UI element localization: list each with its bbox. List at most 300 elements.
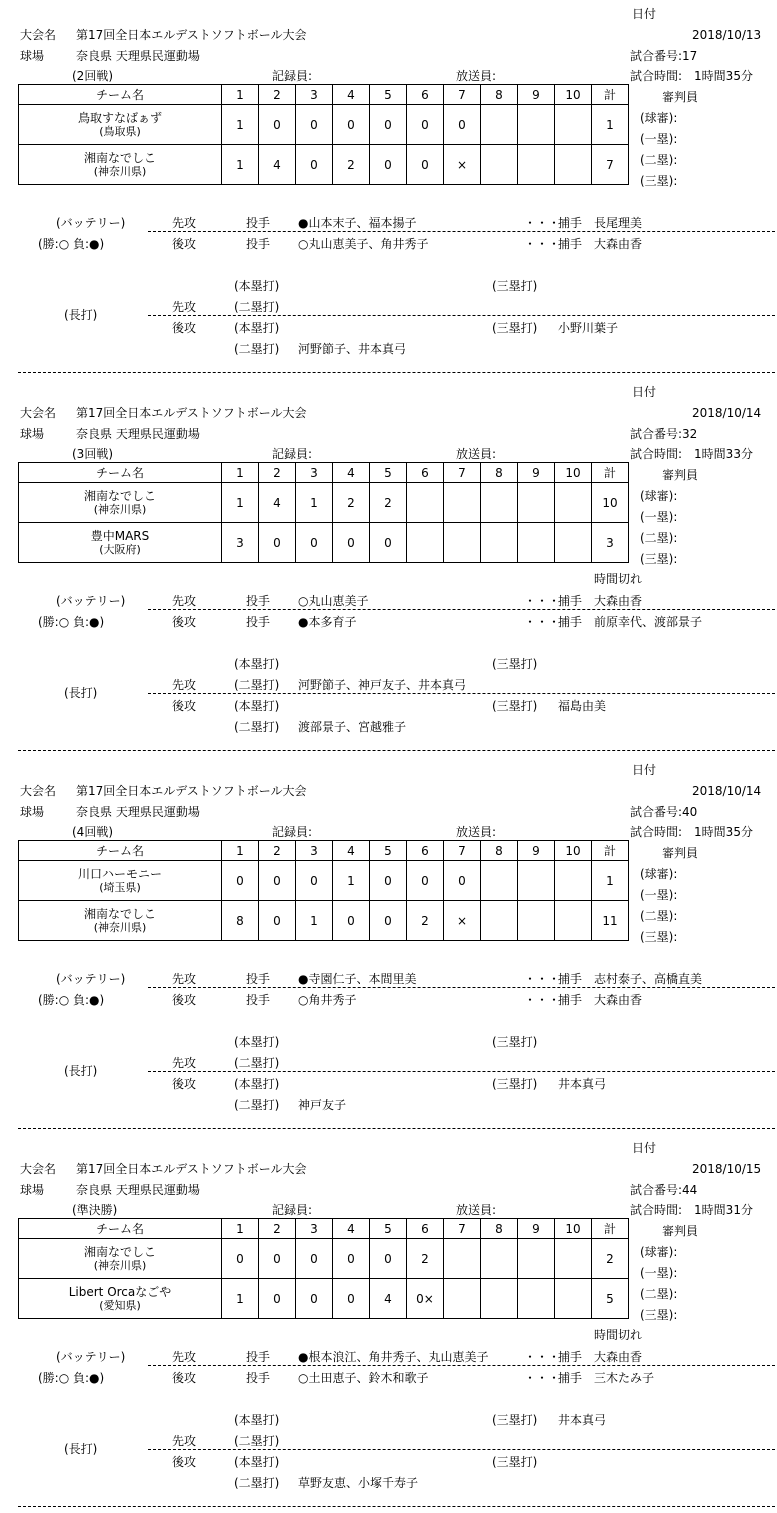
announcer-label: 放送員: <box>456 447 497 461</box>
inning-header: 8 <box>481 463 518 483</box>
team-name: 川口ハーモニー <box>77 866 162 881</box>
inning-score <box>518 901 555 941</box>
recorder-label: 記録員: <box>272 447 313 461</box>
top-triple-players: 井本真弓 <box>558 1413 607 1427</box>
inning-score: 4 <box>259 145 296 185</box>
inning-score <box>481 901 518 941</box>
inning-score: 2 <box>407 1239 444 1279</box>
team-prefecture: (埼玉県) <box>99 880 141 894</box>
umpire-third: (三塁): <box>640 552 678 566</box>
pitcher-label: 投手 <box>246 615 271 629</box>
tournament-name: 第17回全日本エルデストソフトボール大会 <box>76 28 307 42</box>
inning-header: 3 <box>296 1219 333 1239</box>
inning-header: 6 <box>407 841 444 861</box>
umpire-third: (三塁): <box>640 1308 678 1322</box>
bottom-double-players: 渡部景子、宮越雅子 <box>298 720 407 734</box>
top-label: 先攻 <box>172 1056 197 1070</box>
inning-score: 2 <box>333 145 370 185</box>
inning-score <box>518 861 555 901</box>
scoreboard <box>18 84 629 185</box>
bottom-label: 後攻 <box>172 615 197 629</box>
umpire-plate: (球審): <box>640 489 678 503</box>
bottom-label: 後攻 <box>172 321 197 335</box>
top-double-label: (二塁打) <box>234 300 280 314</box>
top-label: 先攻 <box>172 1350 197 1364</box>
long-hits-label: (長打) <box>64 308 98 322</box>
dashed-divider <box>148 609 775 610</box>
top-triple-label: (三塁打) <box>492 657 538 671</box>
inning-score: 0 <box>333 523 370 563</box>
game-date: 2018/10/15 <box>692 1162 762 1176</box>
bottom-triple-label: (三塁打) <box>492 1077 538 1091</box>
umpires-label: 審判員 <box>662 90 699 104</box>
dots: ・・・ <box>524 993 561 1007</box>
bottom-triple-label: (三塁打) <box>492 321 538 335</box>
inning-header: 2 <box>259 463 296 483</box>
umpires-label: 審判員 <box>662 1224 699 1238</box>
top-catchers: 大森由香 <box>594 594 643 608</box>
inning-score <box>481 861 518 901</box>
inning-score: 1 <box>222 145 259 185</box>
catcher-label: 捕手 <box>558 237 583 251</box>
top-pitchers: ●山本末子、福本揚子 <box>298 216 417 230</box>
inning-header: 5 <box>370 85 407 105</box>
bottom-pitchers: ○土田恵子、鈴木和歌子 <box>298 1371 429 1385</box>
inning-score: 2 <box>370 483 407 523</box>
inning-score: 0 <box>333 1239 370 1279</box>
total-score: 1 <box>592 105 629 145</box>
bottom-double-players: 草野友恵、小塚千寿子 <box>298 1476 419 1490</box>
top-double-label: (二塁打) <box>234 1434 280 1448</box>
inning-score: 0 <box>370 145 407 185</box>
inning-header: 1 <box>222 1219 259 1239</box>
inning-header: 7 <box>444 841 481 861</box>
inning-score: 0 <box>296 523 333 563</box>
inning-header: 5 <box>370 463 407 483</box>
game-record <box>0 378 777 756</box>
inning-score: 0 <box>444 861 481 901</box>
dots: ・・・ <box>524 1350 561 1364</box>
tournament-label: 大会名 <box>20 406 57 420</box>
win-loss-legend: (勝:○ 負:●) <box>38 1371 105 1385</box>
venue-name: 奈良県 天理県民運動場 <box>76 805 200 819</box>
total-header: 計 <box>592 85 629 105</box>
round-name: (2回戦) <box>72 69 113 83</box>
game-record <box>0 1134 777 1512</box>
inning-score <box>481 483 518 523</box>
inning-header: 1 <box>222 841 259 861</box>
inning-header: 2 <box>259 841 296 861</box>
bottom-hr-label: (本塁打) <box>234 321 280 335</box>
team-name-header: チーム名 <box>19 841 222 861</box>
game-time: 試合時間: 1時間31分 <box>630 1203 753 1217</box>
total-header: 計 <box>592 1219 629 1239</box>
umpire-second: (二塁): <box>640 909 678 923</box>
team-name: 湘南なでしこ <box>83 488 156 503</box>
tournament-label: 大会名 <box>20 1162 57 1176</box>
scoreboard <box>18 1218 629 1319</box>
inning-header: 4 <box>333 841 370 861</box>
bottom-label: 後攻 <box>172 993 197 1007</box>
announcer-label: 放送員: <box>456 69 497 83</box>
umpires-label: 審判員 <box>662 846 699 860</box>
inning-header: 9 <box>518 463 555 483</box>
team-row-bottom <box>19 145 629 185</box>
team-row-top <box>19 861 629 901</box>
top-double-label: (二塁打) <box>234 678 280 692</box>
total-header: 計 <box>592 841 629 861</box>
top-triple-label: (三塁打) <box>492 279 538 293</box>
inning-score <box>518 145 555 185</box>
tournament-label: 大会名 <box>20 28 57 42</box>
bottom-triple-label: (三塁打) <box>492 699 538 713</box>
bottom-triple-players: 福島由美 <box>558 699 607 713</box>
bottom-label: 後攻 <box>172 1371 197 1385</box>
bottom-triple-players: 小野川葉子 <box>558 321 619 335</box>
top-hr-label: (本塁打) <box>234 1413 280 1427</box>
team-prefecture: (大阪府) <box>99 542 141 556</box>
inning-score <box>481 145 518 185</box>
top-label: 先攻 <box>172 678 197 692</box>
long-hits-label: (長打) <box>64 1064 98 1078</box>
inning-score: 4 <box>259 483 296 523</box>
total-score: 7 <box>592 145 629 185</box>
bottom-double-players: 神戸友子 <box>298 1098 347 1112</box>
game-number: 試合番号:44 <box>630 1183 698 1197</box>
pitcher-label: 投手 <box>246 216 271 230</box>
inning-header: 4 <box>333 463 370 483</box>
bottom-double-players: 河野節子、井本真弓 <box>298 342 407 356</box>
umpire-plate: (球審): <box>640 867 678 881</box>
bottom-double-label: (二塁打) <box>234 342 280 356</box>
scoreboard <box>18 840 629 941</box>
inning-score <box>555 901 592 941</box>
inning-score: 0 <box>259 523 296 563</box>
inning-header: 8 <box>481 85 518 105</box>
inning-score: 0 <box>333 1279 370 1319</box>
inning-header: 6 <box>407 85 444 105</box>
dashed-divider <box>148 987 775 988</box>
dashed-divider <box>148 1071 775 1072</box>
bottom-double-label: (二塁打) <box>234 1476 280 1490</box>
team-name-header: チーム名 <box>19 1219 222 1239</box>
win-loss-legend: (勝:○ 負:●) <box>38 993 105 1007</box>
inning-score <box>518 523 555 563</box>
bottom-triple-label: (三塁打) <box>492 1455 538 1469</box>
venue-label: 球場 <box>20 805 45 819</box>
tournament-name: 第17回全日本エルデストソフトボール大会 <box>76 784 307 798</box>
inning-header: 6 <box>407 1219 444 1239</box>
bottom-label: 後攻 <box>172 1455 197 1469</box>
scoreboard-header-row <box>19 841 629 861</box>
game-separator <box>18 1506 775 1507</box>
team-row-bottom <box>19 1279 629 1319</box>
team-prefecture: (鳥取県) <box>99 124 141 138</box>
bottom-catchers: 前原幸代、渡部景子 <box>594 615 703 629</box>
inning-score: 1 <box>296 483 333 523</box>
inning-score <box>518 483 555 523</box>
inning-header: 9 <box>518 85 555 105</box>
inning-score: 0 <box>370 105 407 145</box>
team-name: Libert Orcaなごや <box>68 1284 172 1299</box>
inning-score <box>518 1239 555 1279</box>
top-triple-label: (三塁打) <box>492 1035 538 1049</box>
inning-header: 2 <box>259 1219 296 1239</box>
game-date: 2018/10/14 <box>692 784 762 798</box>
inning-score: 0 <box>407 105 444 145</box>
game-time: 試合時間: 1時間35分 <box>630 69 753 83</box>
team-cell <box>19 145 222 185</box>
team-prefecture: (神奈川県) <box>93 1258 147 1272</box>
inning-score: 0 <box>333 105 370 145</box>
bottom-label: 後攻 <box>172 237 197 251</box>
team-prefecture: (神奈川県) <box>93 164 147 178</box>
top-hr-label: (本塁打) <box>234 279 280 293</box>
win-loss-legend: (勝:○ 負:●) <box>38 237 105 251</box>
inning-score: 0 <box>370 861 407 901</box>
top-hr-label: (本塁打) <box>234 1035 280 1049</box>
inning-score: 0 <box>222 861 259 901</box>
bottom-catchers: 三木たみ子 <box>594 1371 655 1385</box>
team-name-header: チーム名 <box>19 463 222 483</box>
inning-header: 2 <box>259 85 296 105</box>
long-hits-label: (長打) <box>64 1442 98 1456</box>
team-name: 湘南なでしこ <box>83 150 156 165</box>
game-note: 時間切れ <box>594 1328 643 1342</box>
inning-score: 8 <box>222 901 259 941</box>
date-label: 日付 <box>632 763 657 777</box>
inning-score: 0 <box>296 105 333 145</box>
team-name: 豊中MARS <box>90 528 150 543</box>
inning-score: 0 <box>407 145 444 185</box>
top-triple-label: (三塁打) <box>492 1413 538 1427</box>
catcher-label: 捕手 <box>558 594 583 608</box>
inning-score <box>444 523 481 563</box>
umpire-second: (二塁): <box>640 153 678 167</box>
inning-score <box>444 483 481 523</box>
top-label: 先攻 <box>172 594 197 608</box>
inning-header: 6 <box>407 463 444 483</box>
team-cell <box>19 483 222 523</box>
pitcher-label: 投手 <box>246 1350 271 1364</box>
top-label: 先攻 <box>172 300 197 314</box>
umpire-second: (二塁): <box>640 531 678 545</box>
catcher-label: 捕手 <box>558 615 583 629</box>
top-label: 先攻 <box>172 1434 197 1448</box>
total-score: 10 <box>592 483 629 523</box>
dots: ・・・ <box>524 237 561 251</box>
scoreboard-header-row <box>19 463 629 483</box>
inning-header: 8 <box>481 1219 518 1239</box>
total-score: 2 <box>592 1239 629 1279</box>
team-cell <box>19 1279 222 1319</box>
top-catchers: 大森由香 <box>594 1350 643 1364</box>
inning-score <box>444 1239 481 1279</box>
catcher-label: 捕手 <box>558 1350 583 1364</box>
recorder-label: 記録員: <box>272 1203 313 1217</box>
dashed-divider <box>148 315 775 316</box>
inning-header: 3 <box>296 85 333 105</box>
team-cell <box>19 1239 222 1279</box>
inning-score: 0 <box>370 523 407 563</box>
inning-score: 1 <box>222 1279 259 1319</box>
umpire-first: (一塁): <box>640 132 678 146</box>
pitcher-label: 投手 <box>246 1371 271 1385</box>
inning-score <box>407 523 444 563</box>
inning-score: 1 <box>222 105 259 145</box>
game-number: 試合番号:17 <box>630 49 698 63</box>
inning-score <box>555 105 592 145</box>
bottom-double-label: (二塁打) <box>234 720 280 734</box>
tournament-name: 第17回全日本エルデストソフトボール大会 <box>76 1162 307 1176</box>
inning-score <box>407 483 444 523</box>
bottom-hr-label: (本塁打) <box>234 1077 280 1091</box>
pitcher-label: 投手 <box>246 972 271 986</box>
inning-score: 1 <box>333 861 370 901</box>
catcher-label: 捕手 <box>558 993 583 1007</box>
inning-score: 0 <box>296 1239 333 1279</box>
bottom-hr-label: (本塁打) <box>234 1455 280 1469</box>
inning-header: 7 <box>444 463 481 483</box>
top-double-label: (二塁打) <box>234 1056 280 1070</box>
team-prefecture: (愛知県) <box>99 1298 141 1312</box>
inning-header: 7 <box>444 1219 481 1239</box>
inning-header: 4 <box>333 1219 370 1239</box>
inning-score: 0 <box>259 1279 296 1319</box>
top-double-players: 河野節子、神戸友子、井本真弓 <box>298 678 467 692</box>
inning-score: 0× <box>407 1279 444 1319</box>
umpire-first: (一塁): <box>640 888 678 902</box>
venue-name: 奈良県 天理県民運動場 <box>76 1183 200 1197</box>
top-pitchers: ○丸山恵美子 <box>298 594 369 608</box>
pitcher-label: 投手 <box>246 993 271 1007</box>
game-separator <box>18 372 775 373</box>
dots: ・・・ <box>524 615 561 629</box>
bottom-double-label: (二塁打) <box>234 1098 280 1112</box>
team-cell <box>19 901 222 941</box>
tournament-name: 第17回全日本エルデストソフトボール大会 <box>76 406 307 420</box>
team-row-top <box>19 105 629 145</box>
team-row-bottom <box>19 523 629 563</box>
team-row-top <box>19 1239 629 1279</box>
venue-name: 奈良県 天理県民運動場 <box>76 427 200 441</box>
inning-score: 0 <box>444 105 481 145</box>
date-label: 日付 <box>632 7 657 21</box>
inning-header: 9 <box>518 1219 555 1239</box>
umpire-second: (二塁): <box>640 1287 678 1301</box>
battery-label: (バッテリー) <box>56 594 126 608</box>
umpire-first: (一塁): <box>640 1266 678 1280</box>
team-name: 湘南なでしこ <box>83 1244 156 1259</box>
date-label: 日付 <box>632 1141 657 1155</box>
scoreboard-header-row <box>19 85 629 105</box>
bottom-pitchers: ○丸山恵美子、角井秀子 <box>298 237 429 251</box>
inning-header: 9 <box>518 841 555 861</box>
total-score: 5 <box>592 1279 629 1319</box>
announcer-label: 放送員: <box>456 825 497 839</box>
inning-header: 8 <box>481 841 518 861</box>
team-name: 鳥取すなばぁず <box>77 110 162 125</box>
dashed-divider <box>148 1449 775 1450</box>
inning-score <box>518 105 555 145</box>
total-header: 計 <box>592 463 629 483</box>
win-loss-legend: (勝:○ 負:●) <box>38 615 105 629</box>
inning-score: × <box>444 145 481 185</box>
bottom-pitchers: ●本多育子 <box>298 615 357 629</box>
inning-score: 0 <box>296 145 333 185</box>
inning-score: 0 <box>259 861 296 901</box>
umpire-third: (三塁): <box>640 174 678 188</box>
dashed-divider <box>148 693 775 694</box>
catcher-label: 捕手 <box>558 972 583 986</box>
inning-score <box>481 523 518 563</box>
dots: ・・・ <box>524 972 561 986</box>
team-name-header: チーム名 <box>19 85 222 105</box>
team-row-top <box>19 483 629 523</box>
inning-score <box>444 1279 481 1319</box>
umpire-plate: (球審): <box>640 1245 678 1259</box>
inning-score: × <box>444 901 481 941</box>
game-number: 試合番号:32 <box>630 427 698 441</box>
recorder-label: 記録員: <box>272 69 313 83</box>
inning-score: 0 <box>296 861 333 901</box>
catcher-label: 捕手 <box>558 216 583 230</box>
venue-label: 球場 <box>20 427 45 441</box>
top-hr-label: (本塁打) <box>234 657 280 671</box>
inning-header: 4 <box>333 85 370 105</box>
top-pitchers: ●根本浪江、角井秀子、丸山恵美子 <box>298 1350 489 1364</box>
round-name: (3回戦) <box>72 447 113 461</box>
pitcher-label: 投手 <box>246 594 271 608</box>
venue-name: 奈良県 天理県民運動場 <box>76 49 200 63</box>
venue-label: 球場 <box>20 1183 45 1197</box>
inning-header: 10 <box>555 841 592 861</box>
top-pitchers: ●寺園仁子、本間里美 <box>298 972 417 986</box>
game-separator <box>18 750 775 751</box>
battery-label: (バッテリー) <box>56 1350 126 1364</box>
game-record <box>0 0 777 378</box>
total-score: 11 <box>592 901 629 941</box>
bottom-catchers: 大森由香 <box>594 993 643 1007</box>
battery-label: (バッテリー) <box>56 972 126 986</box>
team-prefecture: (神奈川県) <box>93 502 147 516</box>
inning-header: 7 <box>444 85 481 105</box>
team-cell <box>19 523 222 563</box>
inning-score <box>481 1239 518 1279</box>
game-date: 2018/10/13 <box>692 28 762 42</box>
inning-score: 0 <box>259 901 296 941</box>
inning-score: 0 <box>296 1279 333 1319</box>
top-label: 先攻 <box>172 216 197 230</box>
game-note: 時間切れ <box>594 572 643 586</box>
inning-score: 4 <box>370 1279 407 1319</box>
team-prefecture: (神奈川県) <box>93 920 147 934</box>
scoreboard <box>18 462 629 563</box>
total-score: 1 <box>592 861 629 901</box>
round-name: (準決勝) <box>72 1203 118 1217</box>
venue-label: 球場 <box>20 49 45 63</box>
date-label: 日付 <box>632 385 657 399</box>
inning-header: 10 <box>555 1219 592 1239</box>
inning-score: 0 <box>222 1239 259 1279</box>
team-name: 湘南なでしこ <box>83 906 156 921</box>
bottom-label: 後攻 <box>172 699 197 713</box>
bottom-catchers: 大森由香 <box>594 237 643 251</box>
total-score: 3 <box>592 523 629 563</box>
inning-score: 0 <box>407 861 444 901</box>
inning-score: 0 <box>370 1239 407 1279</box>
inning-score <box>555 1279 592 1319</box>
